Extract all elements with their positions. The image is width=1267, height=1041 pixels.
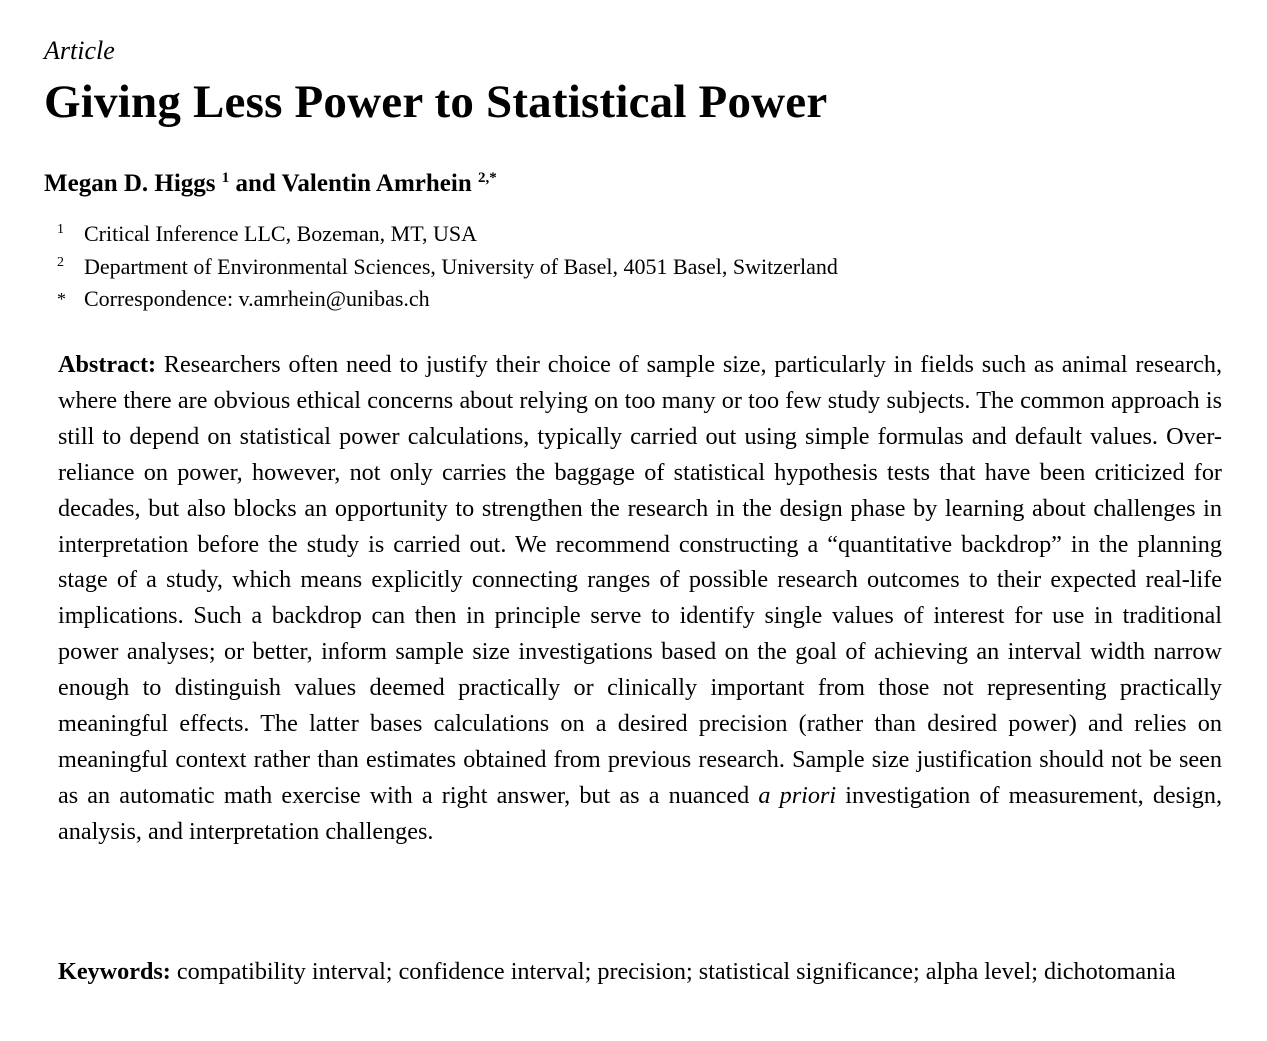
correspondence-item [57, 283, 838, 316]
affiliation-item [57, 218, 838, 251]
author-name: Megan D. Higgs [44, 170, 216, 197]
abstract-italic-phrase: a priori [758, 781, 837, 809]
affiliation-list [57, 218, 838, 316]
keywords-text: compatibility interval; confidence interval; precision; statistical significance; alpha level; dichotomania [176, 958, 1176, 985]
abstract-text: Researchers often need to justify their choice of sample size, particularly in fields such as animal research, where there are obvious ethical concerns about relying on too many or too few study subjects. The common approach is still to depend on statistical power calculations, typically carried out using simple formulas and default values. Over-reliance on power, however, not only carries the baggage of statistical hypothesis tests that have been criticized for decades, but also blocks an opportunity to strengthen the research in the design phase by learning about challenges in interpretation before the study is carried out. We recommend constructing a “quantitative backdrop” in the planning stage of a study, which means explicitly connecting ranges of possible research outcomes to their expected real-life implications. Such a backdrop can then in principle serve to identify single values of interest for use in traditional power analyses; or better, inform sample size investigations based on the goal of achieving an interval width narrow enough to distinguish values deemed practically or clinically important from those not representing practically meaningful effects. The latter bases calculations on a desired precision (rather than desired power) and relies on meaningful context rather than estimates obtained from previous research. Sample size justification should not be seen as an automatic math exercise with a right answer, but as a nuanced [58, 351, 1223, 809]
keywords-label: Keywords: [58, 958, 171, 985]
paper-title: Giving Less Power to Statistical Power [44, 76, 828, 128]
author-conjunction: and [235, 170, 276, 197]
affiliation-text: Critical Inference LLC, Bozeman, MT, USA [84, 221, 478, 246]
affiliation-text: Department of Environmental Sciences, University of Basel, 4051 Basel, Switzerland [84, 253, 838, 279]
author-name: Valentin Amrhein [281, 170, 472, 197]
author-affiliation-marker: 2,* [477, 170, 497, 186]
abstract-label: Abstract: [58, 351, 157, 378]
correspondence-marker: * [57, 289, 66, 309]
article-type-label: Article [44, 36, 115, 65]
affiliation-marker: 2 [57, 254, 64, 270]
affiliation-item [57, 251, 838, 284]
author-line [44, 168, 497, 200]
abstract-paragraph [58, 347, 1222, 850]
keywords-paragraph [58, 954, 1222, 990]
abstract-text-end: investigation of measurement, design, analysis, and interpretation challenges. [58, 781, 1223, 845]
correspondence-text: Correspondence: v.amrhein@unibas.ch [84, 286, 430, 311]
affiliation-marker: 1 [57, 222, 64, 237]
author-affiliation-marker: 1 [221, 170, 230, 186]
